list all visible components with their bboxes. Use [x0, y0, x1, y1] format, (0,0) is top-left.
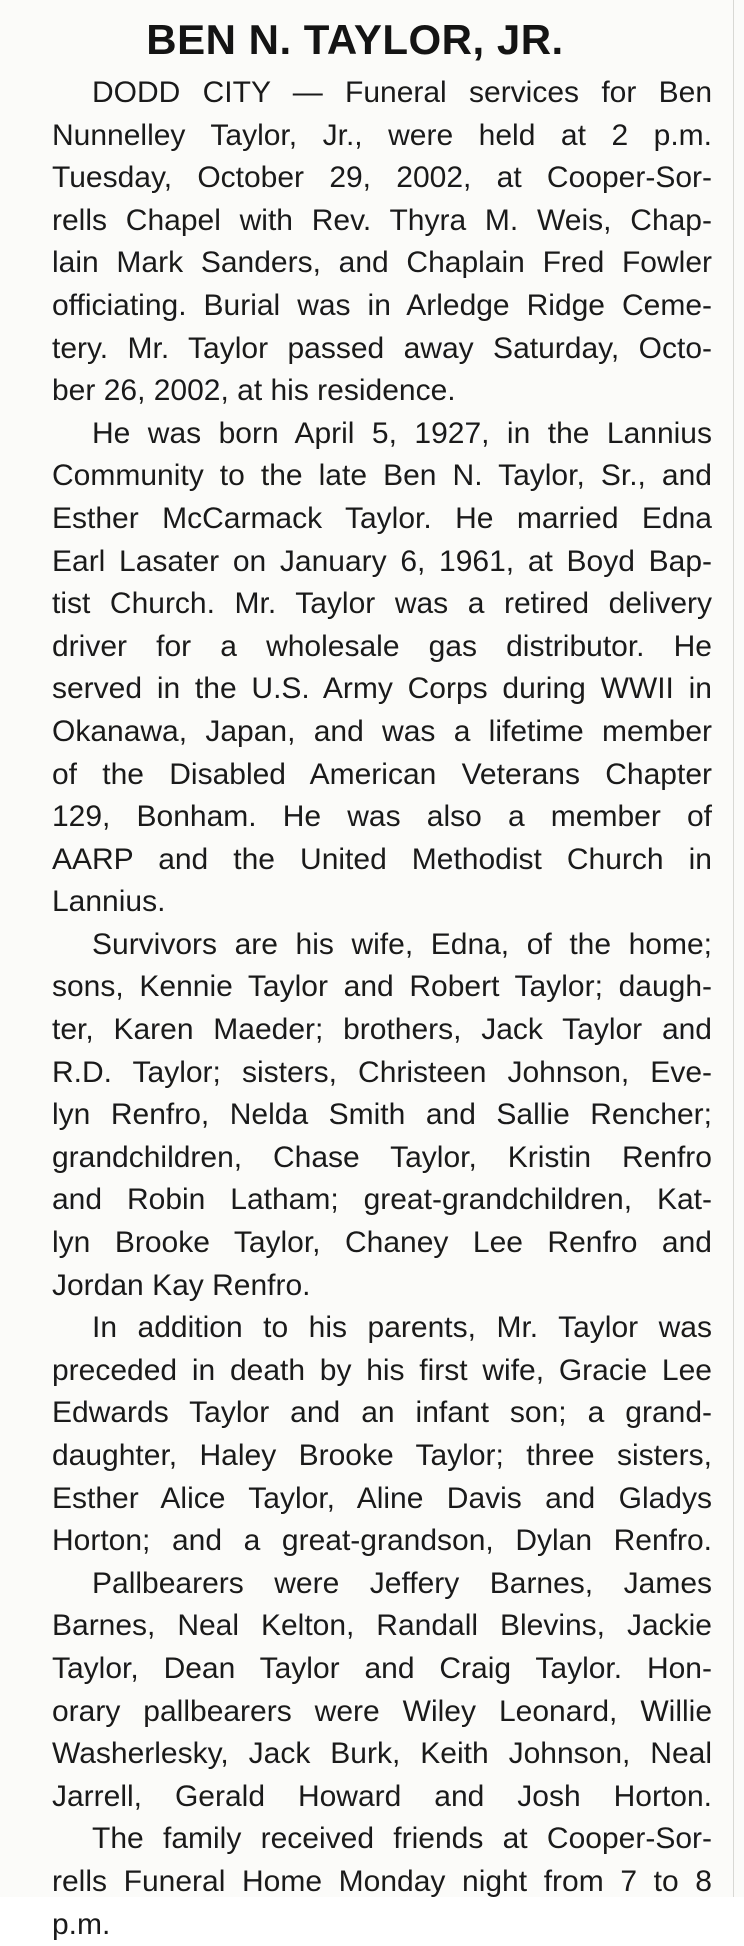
text-line: In addition to his parents, Mr. Taylor was	[92, 1311, 712, 1345]
obituary-body	[12, 72, 712, 1946]
text-line: Earl Lasater on January 6, 1961, at Boyd Bap-	[52, 544, 712, 578]
text-line: AARP and the United Methodist Church in	[52, 842, 712, 876]
paragraph-survivors	[12, 924, 712, 1307]
paragraph-visitation	[12, 1818, 712, 1946]
paragraph-funeral-services	[12, 72, 712, 413]
text-line: Community to the late Ben N. Taylor, Sr., and	[52, 459, 712, 493]
text-line: Washerlesky, Jack Burk, Keith Johnson, Neal	[52, 1737, 712, 1771]
text-line: Lannius.	[52, 885, 166, 919]
paragraph-preceded-in-death	[12, 1307, 712, 1563]
text-line: Esther McCarmack Taylor. He married Edna	[52, 501, 712, 535]
paragraph-pallbearers	[12, 1563, 712, 1819]
text-line: Esther Alice Taylor, Aline Davis and Gladys	[52, 1481, 712, 1515]
text-line: orary pallbearers were Wiley Leonard, Willie	[52, 1694, 712, 1728]
text-line: Horton; and a great-grandson, Dylan Renfro.	[52, 1524, 712, 1558]
text-line: Pallbearers were Jeffery Barnes, James	[92, 1566, 712, 1600]
text-line: DODD CITY — Funeral services for Ben	[92, 76, 712, 109]
text-line: Nunnelley Taylor, Jr., were held at 2 p.m.	[52, 118, 712, 152]
text-line: Okanawa, Japan, and was a lifetime member	[52, 714, 712, 748]
text-line: Survivors are his wife, Edna, of the home;	[92, 927, 712, 961]
text-line: He was born April 5, 1927, in the Lannius	[92, 416, 712, 450]
text-line: served in the U.S. Army Corps during WWII in	[52, 672, 712, 706]
text-line: R.D. Taylor; sisters, Christeen Johnson, Eve-	[52, 1055, 712, 1089]
text-line: daughter, Haley Brooke Taylor; three sisters,	[52, 1439, 712, 1472]
text-line: Barnes, Neal Kelton, Randall Blevins, Jackie	[52, 1609, 712, 1643]
text-line: rells Chapel with Rev. Thyra M. Weis, Chap-	[52, 203, 712, 237]
text-line: Tuesday, October 29, 2002, at Cooper-Sor-	[52, 161, 712, 195]
text-line: Jarrell, Gerald Howard and Josh Horton.	[52, 1779, 712, 1813]
text-line: ter, Karen Maeder; brothers, Jack Taylor and	[52, 1013, 712, 1047]
clipping-edge	[733, 0, 734, 1897]
text-line: Taylor, Dean Taylor and Craig Taylor. Hon-	[52, 1651, 712, 1685]
text-line: The family received friends at Cooper-Sor-	[92, 1822, 712, 1856]
text-line: Edwards Taylor and an infant son; a grand-	[52, 1396, 712, 1430]
text-line: lyn Renfro, Nelda Smith and Sallie Rencher;	[52, 1098, 712, 1132]
text-line: of the Disabled American Veterans Chapter	[52, 757, 712, 791]
text-line: sons, Kennie Taylor and Robert Taylor; daugh-	[52, 970, 712, 1004]
text-line: officiating. Burial was in Arledge Ridge Ceme-	[52, 288, 712, 322]
text-line: tist Church. Mr. Taylor was a retired delivery	[52, 587, 712, 621]
text-line: and Robin Latham; great-grandchildren, Kat-	[52, 1183, 712, 1217]
obituary-headline: BEN N. TAYLOR, JR.	[146, 16, 564, 63]
text-line: grandchildren, Chase Taylor, Kristin Renfro	[52, 1140, 712, 1174]
paragraph-biography	[12, 413, 712, 924]
text-line: lain Mark Sanders, and Chaplain Fred Fowler	[52, 246, 712, 280]
text-line: 129, Bonham. He was also a member of	[52, 800, 712, 834]
text-line: rells Funeral Home Monday night from 7 to 8	[52, 1864, 712, 1898]
text-line: Jordan Kay Renfro.	[52, 1268, 311, 1302]
text-line: driver for a wholesale gas distributor. He	[52, 629, 712, 663]
text-line: p.m.	[52, 1907, 111, 1941]
text-line: tery. Mr. Taylor passed away Saturday, Octo-	[52, 331, 712, 365]
text-line: ber 26, 2002, at his residence.	[52, 374, 456, 408]
text-line: lyn Brooke Taylor, Chaney Lee Renfro and	[52, 1226, 712, 1260]
text-line: preceded in death by his first wife, Gracie Lee	[52, 1353, 712, 1387]
